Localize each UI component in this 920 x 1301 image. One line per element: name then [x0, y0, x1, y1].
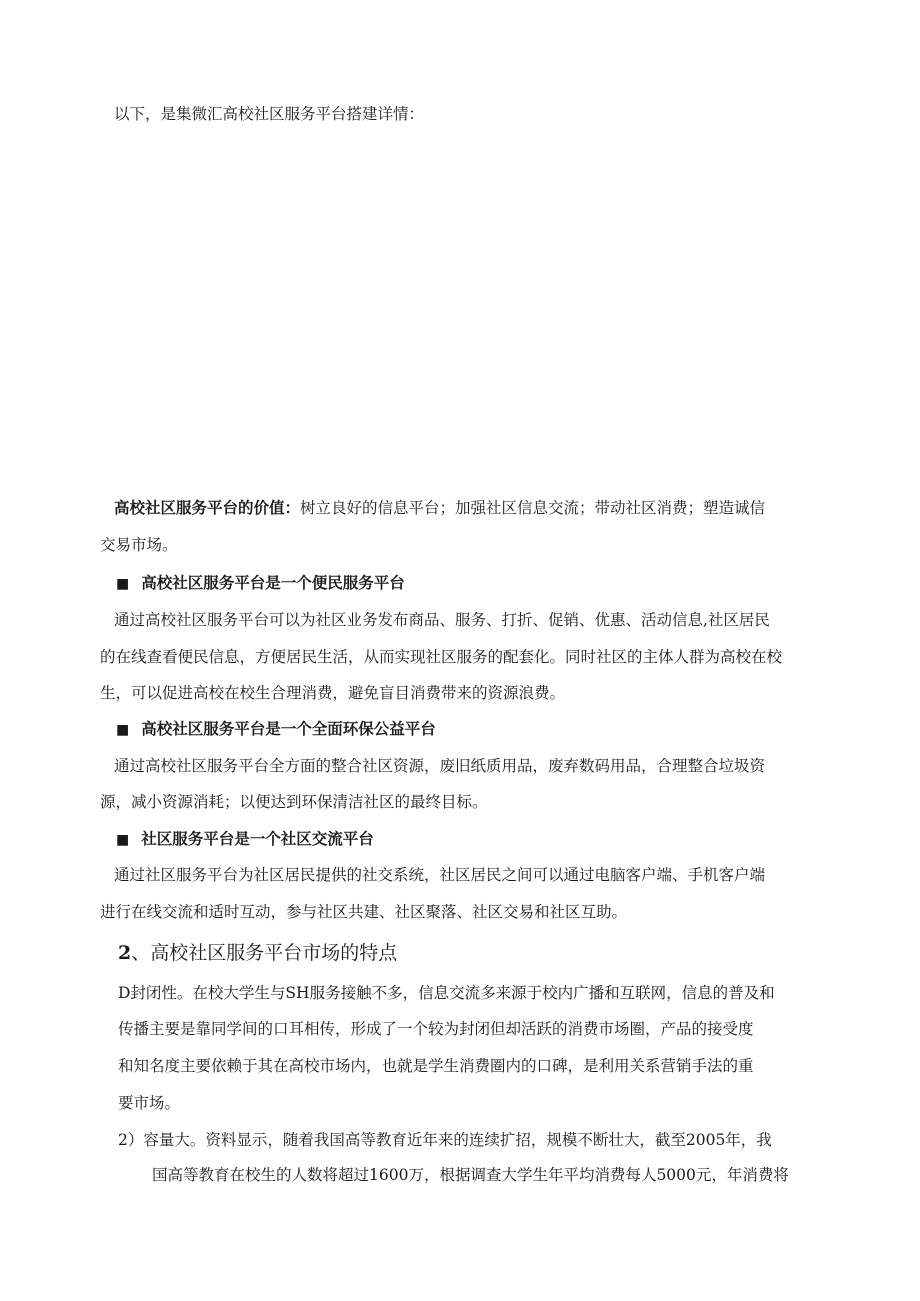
- section-2-heading: [118, 941, 397, 965]
- point-line: 和知名度主要依赖于其在高校市场内，也就是学生消费圈内的口碑，是利用关系营销手法的重: [118, 1057, 754, 1075]
- paragraph-line: 通过高校社区服务平台全方面的整合社区资源，废旧纸质用品，废弃数码用品，合理整合垃圾资: [114, 757, 766, 775]
- paragraph-line: 通过高校社区服务平台可以为社区业务发布商品、服务、打折、促销、优惠、活动信息,社区居民: [114, 611, 770, 629]
- paragraph-line: 源，减小资源消耗；以便达到环保清洁社区的最终目标。: [100, 793, 488, 811]
- value-label: 高校社区服务平台的价值：: [114, 498, 301, 517]
- section-2-title: 、高校社区服务平台市场的特点: [131, 942, 398, 964]
- square-bullet-icon: ■: [116, 576, 130, 592]
- section-2-number: 2: [118, 942, 132, 964]
- square-bullet-icon: ■: [116, 722, 130, 738]
- point-line: 2）容量大。资料显示，随着我国高等教育近年来的连续扩招，规模不断壮大，截至2005年，我: [118, 1131, 772, 1149]
- heading-text: 高校社区服务平台是一个全面环保公益平台: [141, 719, 436, 738]
- value-paragraph-line-2: 交易市场。: [100, 536, 178, 554]
- point-line: 国高等教育在校生的人数将超过1600万，根据调查大学生年平均消费每人5000元，年消费将: [152, 1166, 789, 1184]
- heading-text: 社区服务平台是一个社区交流平台: [141, 829, 374, 848]
- intro-text: 以下，是集微汇高校社区服务平台搭建详情：: [114, 105, 425, 123]
- section-heading: [116, 573, 405, 594]
- square-bullet-icon: ■: [116, 832, 130, 848]
- paragraph-line: 进行在线交流和适时互动，参与社区共建、社区聚落、社区交易和社区互助。: [100, 903, 628, 921]
- section-heading: [116, 829, 374, 850]
- heading-text: 高校社区服务平台是一个便民服务平台: [141, 573, 405, 592]
- paragraph-line: 生，可以促进高校在校生合理消费，避免盲目消费带来的资源浪费。: [100, 684, 566, 702]
- value-paragraph-line-1: [114, 498, 765, 518]
- value-text: 树立良好的信息平台；加强社区信息交流；带动社区消费；塑造诚信: [300, 499, 766, 517]
- point-line: 传播主要是靠同学间的口耳相传，形成了一个较为封闭但却活跃的消费市场圈，产品的接受度: [118, 1020, 754, 1038]
- point-line: D封闭性。在校大学生与SH服务接触不多，信息交流多来源于校内广播和互联网，信息的普及和: [118, 984, 775, 1002]
- paragraph-line: 的在线查看便民信息，方便居民生活，从而实现社区服务的配套化。同时社区的主体人群为高校在校: [100, 648, 783, 666]
- section-heading: [116, 719, 436, 740]
- paragraph-line: 通过社区服务平台为社区居民提供的社交系统，社区居民之间可以通过电脑客户端、手机客户端: [114, 866, 766, 884]
- point-line: 要市场。: [118, 1094, 181, 1112]
